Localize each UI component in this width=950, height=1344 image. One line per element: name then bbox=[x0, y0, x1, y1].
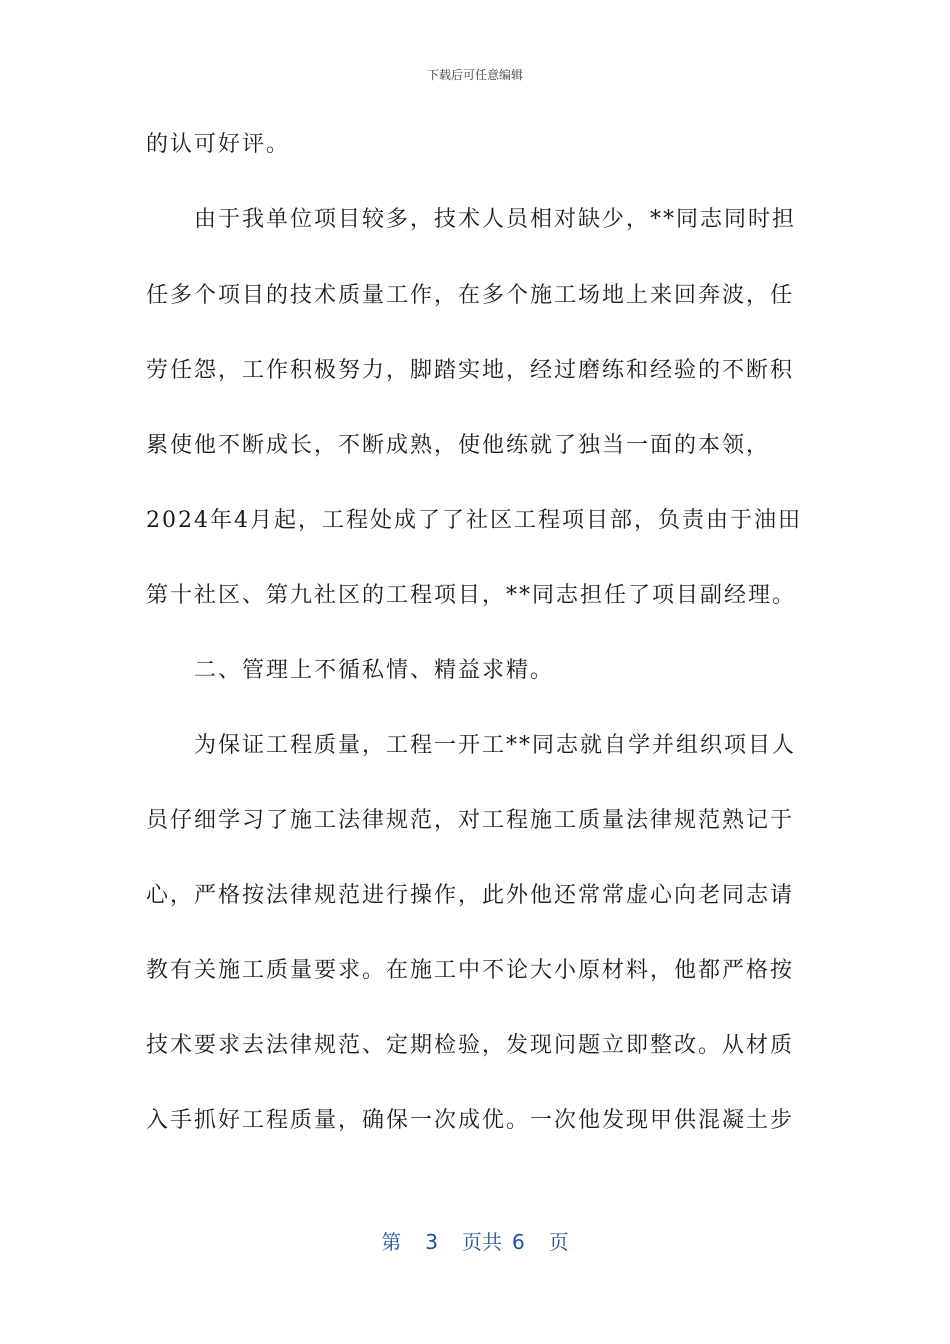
footer-middle: 页共 bbox=[462, 1230, 502, 1254]
current-page-number: 3 bbox=[425, 1230, 438, 1254]
paragraph-line: 第十社区、第九社区的工程项目，**同志担任了项目副经理。 bbox=[146, 583, 797, 608]
paragraph-line: 劳任怨，工作积极努力，脚踏实地，经过磨练和经验的不断积 bbox=[146, 358, 795, 383]
paragraph-line: 入手抓好工程质量，确保一次成优。一次他发现甲供混凝土步 bbox=[146, 1108, 795, 1133]
header-note: 下载后可任意编辑 bbox=[426, 68, 523, 82]
section-heading: 二、管理上不循私情、精益求精。 bbox=[194, 658, 555, 683]
footer-suffix: 页 bbox=[548, 1230, 569, 1254]
paragraph-line: 任多个项目的技术质量工作，在多个施工场地上来回奔波，任 bbox=[146, 283, 795, 308]
page-footer bbox=[0, 1226, 950, 1255]
paragraph-line: 心，严格按法律规范进行操作，此外他还常常虚心向老同志请 bbox=[146, 883, 795, 908]
footer-prefix: 第 bbox=[381, 1230, 402, 1254]
paragraph-line: 由于我单位项目较多，技术人员相对缺少，**同志同时担 bbox=[194, 207, 797, 232]
paragraph-line: 员仔细学习了施工法律规范，对工程施工质量法律规范熟记于 bbox=[146, 808, 795, 833]
paragraph-line: 累使他不断成长，不断成熟，使他练就了独当一面的本领， bbox=[146, 433, 771, 458]
total-pages-number: 6 bbox=[512, 1230, 525, 1254]
paragraph-line: 技术要求去法律规范、定期检验，发现问题立即整改。从材质 bbox=[146, 1033, 795, 1058]
paragraph-line: 2024年4月起，工程处成了了社区工程项目部，负责由于油田 bbox=[146, 508, 802, 533]
paragraph-line: 教有关施工质量要求。在施工中不论大小原材料，他都严格按 bbox=[146, 958, 795, 983]
paragraph-line: 的认可好评。 bbox=[146, 132, 291, 157]
paragraph-line: 为保证工程质量，工程一开工**同志就自学并组织项目人 bbox=[194, 733, 797, 758]
